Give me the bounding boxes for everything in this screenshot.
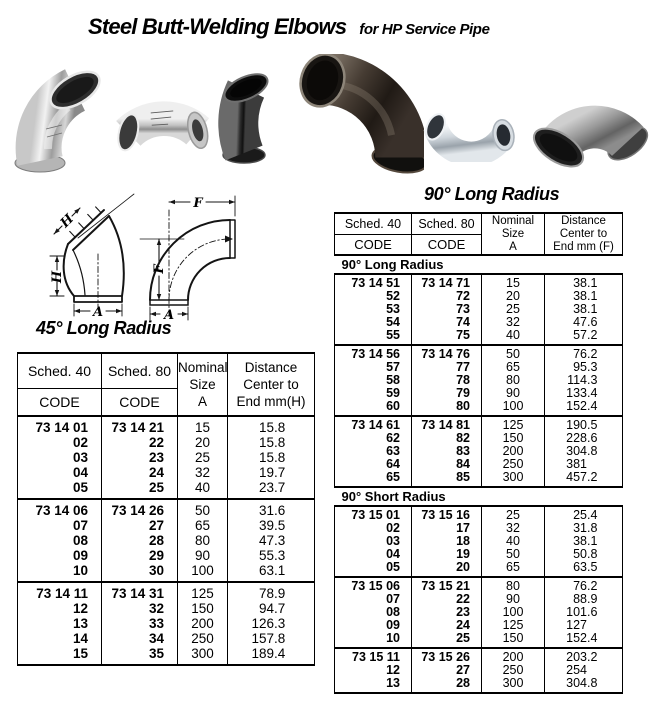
size-cell: 300 <box>482 677 545 693</box>
distance-cell: 31.6 <box>228 499 315 518</box>
photo-elbow-45-black <box>200 68 288 168</box>
distance-cell: 133.4 <box>545 387 623 400</box>
distance-cell: 63.1 <box>228 563 315 582</box>
table-row <box>335 506 623 522</box>
size-cell: 32 <box>178 465 228 480</box>
size-cell: 150 <box>482 632 545 648</box>
table-row <box>335 648 623 664</box>
size-cell: 20 <box>482 290 545 303</box>
size-cell: 100 <box>482 400 545 416</box>
distance-cell: 55.3 <box>228 548 315 563</box>
col-header-code: CODE <box>412 235 482 256</box>
code40-cell: 53 <box>335 303 412 316</box>
size-cell: 150 <box>178 601 228 616</box>
size-cell: 125 <box>482 619 545 632</box>
code80-cell: 73 14 81 <box>412 416 482 432</box>
diagram-45-elbow <box>48 190 148 320</box>
code80-cell: 27 <box>102 518 178 533</box>
table-row <box>18 533 315 548</box>
distance-cell: 189.4 <box>228 646 315 665</box>
code40-cell: 73 14 11 <box>18 582 102 601</box>
code80-cell: 80 <box>412 400 482 416</box>
dim-label-h-left: H <box>50 270 65 284</box>
code40-cell: 73 14 56 <box>335 345 412 361</box>
code80-cell: 24 <box>412 619 482 632</box>
section-header-row <box>335 255 623 274</box>
table-row <box>18 480 315 499</box>
size-cell: 200 <box>482 648 545 664</box>
size-cell: 100 <box>178 563 228 582</box>
distance-cell: 114.3 <box>545 374 623 387</box>
table-row <box>335 345 623 361</box>
code40-cell: 14 <box>18 631 102 646</box>
distance-cell: 88.9 <box>545 593 623 606</box>
code80-cell: 32 <box>102 601 178 616</box>
table-row <box>18 616 315 631</box>
code40-cell: 05 <box>335 561 412 577</box>
distance-cell: 15.8 <box>228 450 315 465</box>
code40-cell: 07 <box>335 593 412 606</box>
distance-cell: 304.8 <box>545 677 623 693</box>
distance-cell: 228.6 <box>545 432 623 445</box>
size-cell: 300 <box>178 646 228 665</box>
code40-cell: 13 <box>18 616 102 631</box>
table-row <box>335 416 623 432</box>
distance-cell: 39.5 <box>228 518 315 533</box>
size-cell: 50 <box>482 345 545 361</box>
code40-cell: 59 <box>335 387 412 400</box>
code40-cell: 13 <box>335 677 412 693</box>
distance-cell: 152.4 <box>545 400 623 416</box>
code40-cell: 57 <box>335 361 412 374</box>
size-cell: 90 <box>482 387 545 400</box>
size-cell: 80 <box>482 374 545 387</box>
table-row <box>18 465 315 480</box>
code80-cell: 73 14 26 <box>102 499 178 518</box>
code40-cell: 07 <box>18 518 102 533</box>
code40-cell: 73 14 06 <box>18 499 102 518</box>
col-header-nominal-size: Nominal Size A <box>482 213 545 255</box>
code80-cell: 73 14 21 <box>102 416 178 435</box>
table-row <box>18 582 315 601</box>
code80-cell: 28 <box>102 533 178 548</box>
size-cell: 250 <box>482 664 545 677</box>
table-row <box>18 435 315 450</box>
size-cell: 50 <box>482 548 545 561</box>
code40-cell: 03 <box>18 450 102 465</box>
header-row-1 <box>18 353 315 389</box>
code40-cell: 09 <box>335 619 412 632</box>
code40-cell: 60 <box>335 400 412 416</box>
distance-cell: 15.8 <box>228 416 315 435</box>
table-row <box>335 274 623 290</box>
code80-cell: 83 <box>412 445 482 458</box>
size-cell: 32 <box>482 522 545 535</box>
section-header: 90° Short Radius <box>335 487 623 506</box>
distance-cell: 23.7 <box>228 480 315 499</box>
code40-cell: 73 14 51 <box>335 274 412 290</box>
code40-cell: 04 <box>335 548 412 561</box>
distance-cell: 152.4 <box>545 632 623 648</box>
code80-cell: 73 14 71 <box>412 274 482 290</box>
distance-cell: 76.2 <box>545 345 623 361</box>
size-cell: 65 <box>482 561 545 577</box>
code80-cell: 73 15 16 <box>412 506 482 522</box>
section-header-row <box>335 487 623 506</box>
title-suffix: for HP Service Pipe <box>359 21 490 38</box>
col-header-sched40: Sched. 40 <box>335 213 412 235</box>
code80-cell: 19 <box>412 548 482 561</box>
code40-cell: 73 15 11 <box>335 648 412 664</box>
distance-cell: 203.2 <box>545 648 623 664</box>
distance-cell: 457.2 <box>545 471 623 487</box>
table-row <box>18 416 315 435</box>
size-cell: 90 <box>482 593 545 606</box>
dim-label-h-slant: H <box>57 211 78 232</box>
size-cell: 65 <box>178 518 228 533</box>
code40-cell: 04 <box>18 465 102 480</box>
size-cell: 50 <box>178 499 228 518</box>
code80-cell: 77 <box>412 361 482 374</box>
distance-cell: 47.3 <box>228 533 315 548</box>
code40-cell: 54 <box>335 316 412 329</box>
size-cell: 40 <box>178 480 228 499</box>
size-cell: 32 <box>482 316 545 329</box>
table-90-radius <box>334 212 623 694</box>
code80-cell: 73 15 26 <box>412 648 482 664</box>
code80-cell: 17 <box>412 522 482 535</box>
photo-elbow-45-stainless-upright <box>12 57 124 185</box>
size-cell: 15 <box>178 416 228 435</box>
table-row <box>18 499 315 518</box>
table-row <box>335 632 623 648</box>
code80-cell: 75 <box>412 329 482 345</box>
code80-cell: 27 <box>412 664 482 677</box>
code40-cell: 73 15 01 <box>335 506 412 522</box>
code40-cell: 52 <box>335 290 412 303</box>
code40-cell: 10 <box>18 563 102 582</box>
distance-cell: 157.8 <box>228 631 315 646</box>
code40-cell: 63 <box>335 445 412 458</box>
size-cell: 250 <box>178 631 228 646</box>
code40-cell: 58 <box>335 374 412 387</box>
distance-cell: 94.7 <box>228 601 315 616</box>
code40-cell: 12 <box>18 601 102 616</box>
code80-cell: 79 <box>412 387 482 400</box>
code40-cell: 15 <box>18 646 102 665</box>
size-cell: 40 <box>482 329 545 345</box>
photo-elbow-45-stainless-side <box>114 74 212 158</box>
code80-cell: 23 <box>412 606 482 619</box>
code80-cell: 74 <box>412 316 482 329</box>
code80-cell: 29 <box>102 548 178 563</box>
code80-cell: 82 <box>412 432 482 445</box>
code40-cell: 73 14 61 <box>335 416 412 432</box>
table-row <box>18 631 315 646</box>
code80-cell: 22 <box>412 593 482 606</box>
size-cell: 20 <box>178 435 228 450</box>
size-cell: 150 <box>482 432 545 445</box>
distance-cell: 38.1 <box>545 535 623 548</box>
size-cell: 300 <box>482 471 545 487</box>
code40-cell: 55 <box>335 329 412 345</box>
code80-cell: 35 <box>102 646 178 665</box>
col-header-distance: Distance Center to End mm(H) <box>228 353 315 416</box>
code40-cell: 62 <box>335 432 412 445</box>
distance-cell: 38.1 <box>545 274 623 290</box>
table-row <box>335 471 623 487</box>
code40-cell: 73 14 01 <box>18 416 102 435</box>
code80-cell: 25 <box>412 632 482 648</box>
size-cell: 125 <box>482 416 545 432</box>
title-main: Steel Butt-Welding Elbows <box>88 14 347 39</box>
size-cell: 200 <box>482 445 545 458</box>
code80-cell: 85 <box>412 471 482 487</box>
table-row <box>18 646 315 665</box>
size-cell: 80 <box>178 533 228 548</box>
table-row <box>335 329 623 345</box>
table-45-long-radius-container <box>17 352 315 666</box>
size-cell: 200 <box>178 616 228 631</box>
size-cell: 80 <box>482 577 545 593</box>
col-header-distance: Distance Center to End mm (F) <box>545 213 623 255</box>
table-row <box>18 450 315 465</box>
photo-elbow-90-black-large <box>290 54 424 188</box>
code40-cell: 12 <box>335 664 412 677</box>
table-row <box>18 518 315 533</box>
col-header-sched40: Sched. 40 <box>18 353 102 389</box>
code40-cell: 02 <box>18 435 102 450</box>
code80-cell: 20 <box>412 561 482 577</box>
size-cell: 100 <box>482 606 545 619</box>
col-header-sched80: Sched. 80 <box>102 353 178 389</box>
header-row-1 <box>335 213 623 235</box>
size-cell: 65 <box>482 361 545 374</box>
heading-90-long-radius: 90° Long Radius <box>424 184 560 204</box>
section-header: 90° Long Radius <box>335 255 623 274</box>
distance-cell: 63.5 <box>545 561 623 577</box>
distance-cell: 15.8 <box>228 435 315 450</box>
size-cell: 125 <box>178 582 228 601</box>
table-row <box>335 677 623 693</box>
code80-cell: 22 <box>102 435 178 450</box>
distance-cell: 381 <box>545 458 623 471</box>
distance-cell: 95.3 <box>545 361 623 374</box>
table-row <box>18 601 315 616</box>
size-cell: 25 <box>482 303 545 316</box>
code40-cell: 05 <box>18 480 102 499</box>
table-row <box>335 400 623 416</box>
dim-label-f-left: F <box>152 264 167 274</box>
col-header-code: CODE <box>18 389 102 417</box>
table-row <box>18 548 315 563</box>
diagram-90-elbow <box>138 186 244 322</box>
size-cell: 25 <box>482 506 545 522</box>
code80-cell: 78 <box>412 374 482 387</box>
code40-cell: 03 <box>335 535 412 548</box>
distance-cell: 50.8 <box>545 548 623 561</box>
code80-cell: 73 14 31 <box>102 582 178 601</box>
table-row <box>335 561 623 577</box>
code80-cell: 73 14 76 <box>412 345 482 361</box>
size-cell: 25 <box>178 450 228 465</box>
code40-cell: 64 <box>335 458 412 471</box>
dim-label-f-top: F <box>193 196 203 211</box>
table-45-long-radius <box>17 352 315 666</box>
distance-cell: 38.1 <box>545 303 623 316</box>
code80-cell: 72 <box>412 290 482 303</box>
distance-cell: 190.5 <box>545 416 623 432</box>
size-cell: 15 <box>482 274 545 290</box>
code40-cell: 65 <box>335 471 412 487</box>
dim-label-a-bottom-90: A <box>163 308 175 322</box>
code80-cell: 34 <box>102 631 178 646</box>
distance-cell: 76.2 <box>545 577 623 593</box>
distance-cell: 47.6 <box>545 316 623 329</box>
table-row <box>18 563 315 582</box>
code80-cell: 30 <box>102 563 178 582</box>
photo-elbow-90-gray <box>519 60 655 174</box>
page-title <box>88 14 490 40</box>
distance-cell: 57.2 <box>545 329 623 345</box>
code80-cell: 25 <box>102 480 178 499</box>
code80-cell: 18 <box>412 535 482 548</box>
col-header-sched80: Sched. 80 <box>412 213 482 235</box>
col-header-nominal-size: Nominal Size A <box>178 353 228 416</box>
col-header-code: CODE <box>102 389 178 417</box>
distance-cell: 38.1 <box>545 290 623 303</box>
code80-cell: 73 <box>412 303 482 316</box>
distance-cell: 127 <box>545 619 623 632</box>
code80-cell: 28 <box>412 677 482 693</box>
size-cell: 250 <box>482 458 545 471</box>
distance-cell: 78.9 <box>228 582 315 601</box>
size-cell: 40 <box>482 535 545 548</box>
distance-cell: 304.8 <box>545 445 623 458</box>
col-header-code: CODE <box>335 235 412 256</box>
distance-cell: 101.6 <box>545 606 623 619</box>
photo-elbow-90-galvanized <box>417 102 522 162</box>
code40-cell: 08 <box>335 606 412 619</box>
code80-cell: 73 15 21 <box>412 577 482 593</box>
size-cell: 90 <box>178 548 228 563</box>
code80-cell: 24 <box>102 465 178 480</box>
table-row <box>335 577 623 593</box>
distance-cell: 126.3 <box>228 616 315 631</box>
code40-cell: 02 <box>335 522 412 535</box>
distance-cell: 31.8 <box>545 522 623 535</box>
dim-label-a-bottom-45: A <box>92 305 104 320</box>
code40-cell: 08 <box>18 533 102 548</box>
distance-cell: 254 <box>545 664 623 677</box>
code80-cell: 84 <box>412 458 482 471</box>
table-90-radius-container <box>334 212 623 694</box>
distance-cell: 19.7 <box>228 465 315 480</box>
code80-cell: 23 <box>102 450 178 465</box>
code40-cell: 10 <box>335 632 412 648</box>
code40-cell: 73 15 06 <box>335 577 412 593</box>
distance-cell: 25.4 <box>545 506 623 522</box>
code80-cell: 33 <box>102 616 178 631</box>
heading-45-long-radius: 45° Long Radius <box>36 318 172 338</box>
code40-cell: 09 <box>18 548 102 563</box>
